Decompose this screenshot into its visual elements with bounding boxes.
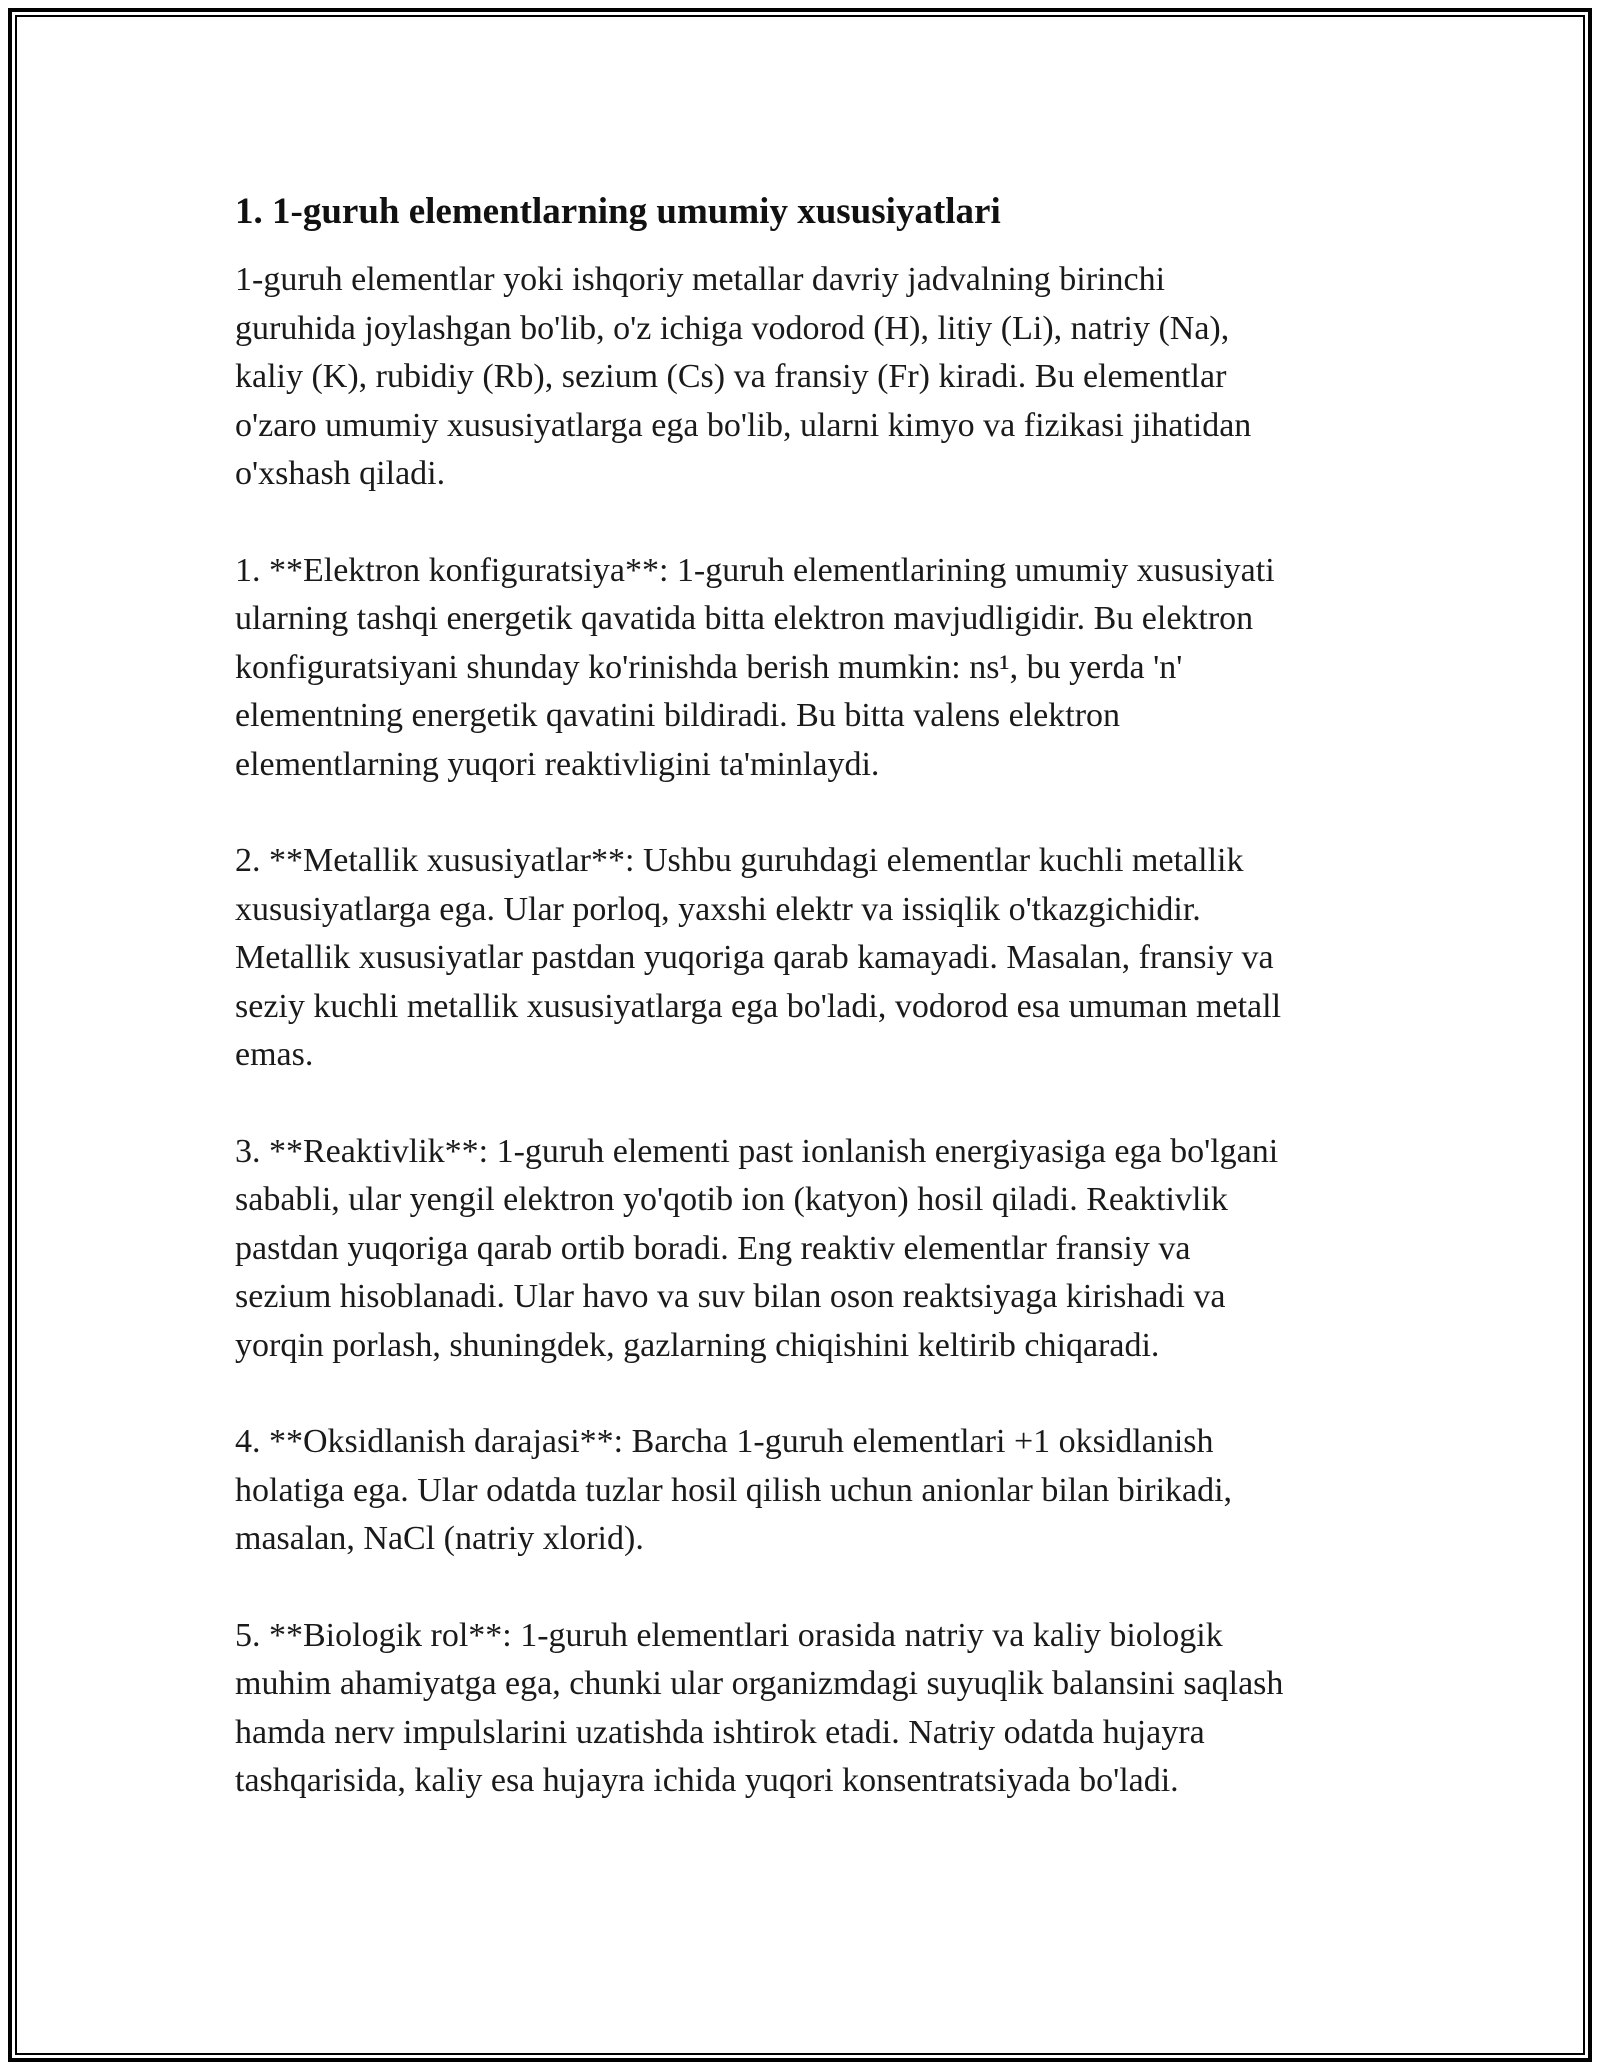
paragraph-reactivity: 3. **Reaktivlik**: 1-guruh elementi past ionlanish energiyasiga ega bo'lgani sababli, ular yengil elektron yo'qotib ion (katyon) hosil qiladi. Reaktivlik pastdan yuqoriga qarab ortib boradi. Eng reaktiv elementlar fransiy va sezium hisoblanadi. Ular havo va suv bilan oson reaktsiyaga kirishadi va yorqin porlash, shuningdek, gazlarning chiqishini keltirib chiqaradi.: [235, 1132, 1279, 1364]
document-body: [235, 188, 1385, 1854]
paragraph-oxidation-state: 4. **Oksidlanish darajasi**: Barcha 1-guruh elementlari +1 oksidlanish holatiga ega. Ular odatda tuzlar hosil qilish uchun anionlar bilan birikadi, masalan, NaCl (natriy xlorid).: [235, 1423, 1233, 1557]
document-title: 1. 1-guruh elementlarning umumiy xususiyatlari: [235, 191, 1001, 232]
intro-paragraph: 1-guruh elementlar yoki ishqoriy metallar davriy jadvalning birinchi guruhida joylashgan bo'lib, o'z ichiga vodorod (H), litiy (Li), natriy (Na), kaliy (K), rubidiy (Rb), sezium (Cs) va fransiy (Fr) kiradi. Bu elementlar o'zaro umumiy xususiyatlarga ega bo'lib, ularni kimyo va fizikasi jihatidan o'xshash qiladi.: [235, 261, 1252, 492]
paragraph-biological-role: 5. **Biologik rol**: 1-guruh elementlari orasida natriy va kaliy biologik muhim ahamiyatga ega, chunki ular organizmdagi suyuqlik balansini saqlash hamda nerv impulslarini uzatishda ishtirok etadi. Natriy odatda hujayra tashqarisida, kaliy esa hujayra ichida yuqori konsentratsiyada bo'ladi.: [235, 1616, 1284, 1799]
paragraph-electron-configuration: 1. **Elektron konfiguratsiya**: 1-guruh elementlarining umumiy xususiyati ularning tashqi energetik qavatida bitta elektron mavjudligidir. Bu elektron konfiguratsiyani shunday ko'rinishda berish mumkin: ns¹, bu yerda 'n' elementning energetik qavatini bildiradi. Bu bitta valens elektron elementlarning yuqori reaktivligini ta'minlaydi.: [235, 551, 1275, 783]
paragraph-metallic-properties: 2. **Metallik xususiyatlar**: Ushbu guruhdagi elementlar kuchli metallik xususiyatlarga ega. Ular porloq, yaxshi elektr va issiqlik o'tkazgichidir. Metallik xususiyatlar pastdan yuqoriga qarab kamayadi. Masalan, fransiy va seziy kuchli metallik xususiyatlarga ega bo'ladi, vodorod esa umuman metall emas.: [235, 842, 1282, 1073]
